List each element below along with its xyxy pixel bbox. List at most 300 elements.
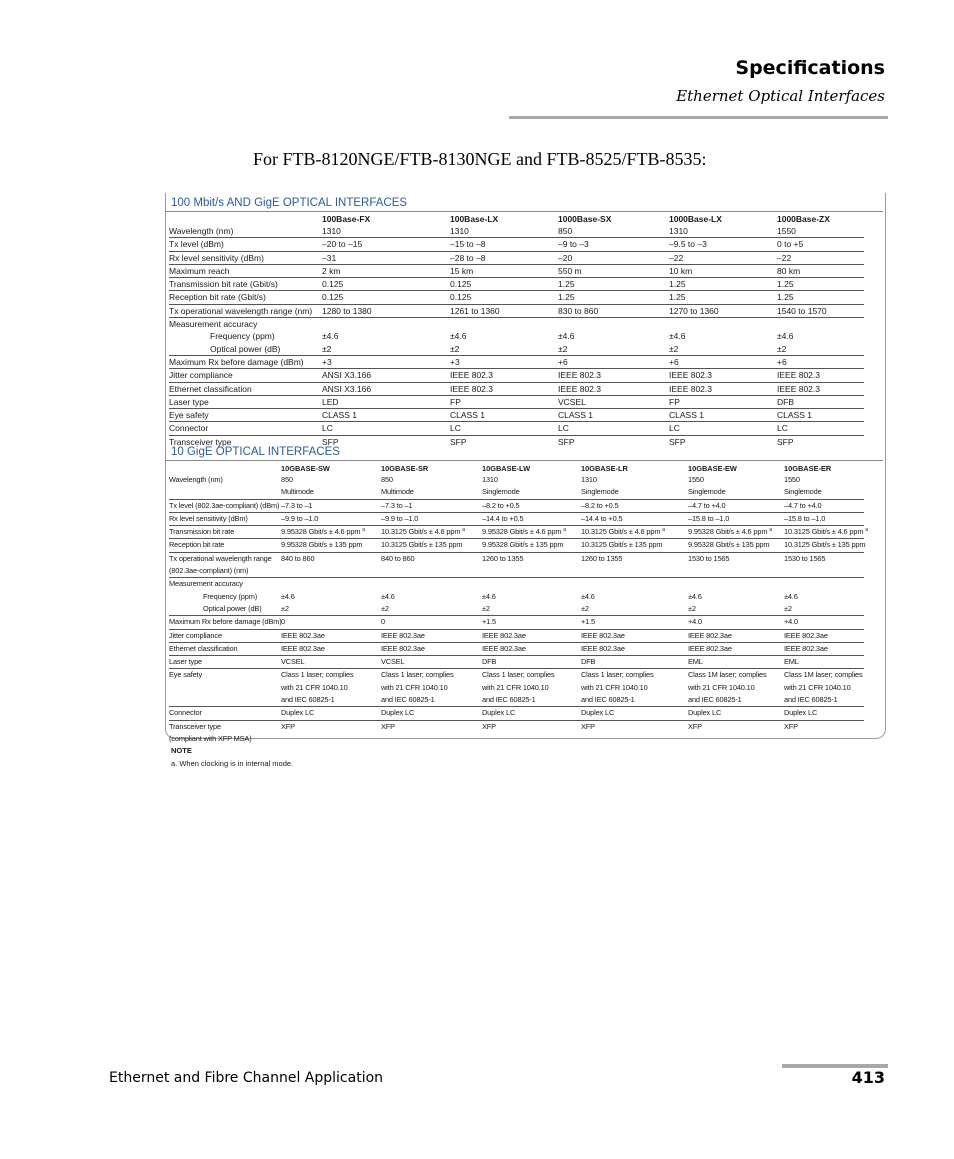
- table-row: [169, 512, 864, 525]
- table-cell: 2 km: [322, 264, 450, 277]
- table-cell: –14.4 to +0.5: [482, 512, 581, 525]
- table-cell: –8.2 to +0.5: [482, 499, 581, 512]
- row-label: Laser type: [169, 395, 322, 408]
- table-cell: 1.25: [558, 291, 669, 304]
- table-row: [169, 278, 864, 291]
- table-cell: with 21 CFR 1040.10: [381, 682, 448, 692]
- table-cell: CLASS 1: [669, 409, 777, 422]
- table-cell: –31: [322, 251, 450, 264]
- table-cell: 1260 to 1355: [581, 553, 623, 563]
- table-cell: ±2: [688, 603, 784, 616]
- table-row: [169, 486, 864, 499]
- table-cell: IEEE 802.3: [450, 382, 558, 395]
- table-cell: ±2: [281, 603, 381, 616]
- table-cell: [581, 733, 688, 745]
- table-row: [169, 318, 864, 331]
- table-cell: –20 to –15: [322, 238, 450, 251]
- table-cell: Singlemode: [581, 486, 688, 499]
- footnote-marker: a: [563, 527, 566, 534]
- row-label: Eye safety: [169, 409, 322, 422]
- table-row: [169, 330, 864, 342]
- row-label: Optical power (dB): [169, 343, 322, 356]
- table-cell: +3: [322, 355, 450, 368]
- table-cell: +1.5: [482, 616, 581, 629]
- header-row: [169, 213, 864, 225]
- table-cell: ±2: [784, 603, 864, 616]
- table-row: [169, 629, 864, 642]
- table-cell: SFP: [558, 436, 575, 447]
- table-cell: IEEE 802.3: [450, 369, 558, 382]
- table-cell: IEEE 802.3: [558, 382, 669, 395]
- table-cell: 10.3125 Gbit/s ± 4.6 ppm $^a$: [381, 526, 482, 539]
- table-cell: 9.95328 Gbit/s ± 4.6 ppm $^a$: [482, 526, 581, 539]
- table-cell: +1.5: [581, 616, 688, 629]
- table-cell: 840 to 860: [381, 553, 415, 563]
- table-cell: [784, 733, 864, 745]
- table-cell: and IEC 60825-1: [581, 694, 688, 707]
- table-cell: [281, 733, 381, 745]
- table-cell: ±4.6: [777, 331, 794, 342]
- row-label: Maximum Rx before damage (dBm): [169, 616, 281, 629]
- section1-rule: [165, 211, 883, 212]
- table-row: [169, 578, 864, 591]
- table-cell: with 21 CFR 1040.10: [281, 682, 348, 692]
- table-cell: –9.9 to –1.0: [281, 512, 381, 525]
- table-cell: VCSEL: [381, 656, 482, 669]
- table-cell: Singlemode: [688, 486, 784, 499]
- table-cell: DFB: [482, 656, 581, 669]
- table-cell: with 21 CFR 1040.10: [688, 682, 755, 692]
- table-cell: [482, 578, 581, 591]
- table-cell: Class 1M laser; complies: [688, 670, 767, 680]
- table-cell: IEEE 802.3: [777, 369, 864, 382]
- table-cell: XFP: [784, 721, 798, 731]
- table-cell: –28 to –8: [450, 251, 558, 264]
- row-label: Tx level (802.3ae-compliant) (dBm): [169, 499, 281, 512]
- table-cell: Class 1 laser; complies: [281, 670, 354, 680]
- row-label: Optical power (dB): [169, 603, 281, 616]
- table-row: [169, 343, 864, 356]
- table-cell: +4.0: [784, 616, 864, 629]
- table-cell: 0: [281, 616, 381, 629]
- table-cell: Multimode: [281, 486, 381, 499]
- table-cell: –7.3 to –1: [281, 499, 381, 512]
- footnote-marker: a: [769, 527, 772, 534]
- page-header-title: Specifications: [735, 57, 885, 79]
- table-row: [169, 682, 864, 694]
- table-row: [169, 707, 864, 720]
- table-cell: LC: [777, 422, 864, 435]
- table-cell: Duplex LC: [784, 707, 864, 720]
- table-row: [169, 694, 864, 707]
- table-cell: ±2: [450, 343, 558, 356]
- table-cell: –22: [777, 251, 864, 264]
- table-cell: [482, 733, 581, 745]
- table-cell: 80 km: [777, 264, 864, 277]
- row-label: Transmission bit rate: [169, 526, 281, 539]
- main-heading: For FTB-8120NGE/FTB-8130NGE and FTB-8525/FTB-8535:: [253, 149, 707, 169]
- table-cell: CLASS 1: [558, 409, 669, 422]
- table-row: [169, 603, 864, 616]
- table-cell: Singlemode: [784, 486, 864, 499]
- table-row: [169, 539, 864, 552]
- table-row: [169, 409, 864, 422]
- table-cell: [322, 318, 450, 331]
- table-row: [169, 238, 864, 251]
- row-label: Connector: [169, 422, 322, 435]
- table-cell: 1.25: [777, 291, 864, 304]
- table-cell: IEEE 802.3ae: [784, 642, 864, 655]
- table-cell: 10.3125 Gbit/s ± 4.6 ppm $^a$: [581, 526, 688, 539]
- table-row: [169, 669, 864, 682]
- footnote-marker: a: [462, 527, 465, 534]
- table-cell: ±4.6: [281, 591, 295, 601]
- table-row: [169, 291, 864, 304]
- note-text: a. When clocking is in internal mode.: [171, 759, 294, 768]
- table-cell: 850: [281, 475, 293, 484]
- table-cell: 550 m: [558, 264, 669, 277]
- table-cell: Duplex LC: [688, 707, 784, 720]
- footnote-marker: a: [362, 527, 365, 534]
- table-cell: [482, 565, 581, 578]
- table-cell: –4.7 to +4.0: [688, 499, 784, 512]
- table-cell: IEEE 802.3ae: [281, 629, 381, 642]
- table-cell: 1.25: [669, 291, 777, 304]
- table-cell: IEEE 802.3ae: [482, 642, 581, 655]
- table-cell: –22: [669, 251, 777, 264]
- table-cell: XFP: [482, 721, 496, 731]
- table-cell: Singlemode: [482, 486, 581, 499]
- table-cell: IEEE 802.3ae: [688, 629, 784, 642]
- header-row: [169, 462, 864, 474]
- table-cell: 1530 to 1565: [784, 553, 826, 563]
- table-cell: SFP: [669, 436, 686, 447]
- table-row: [169, 616, 864, 629]
- table-cell: 0.125: [322, 291, 450, 304]
- row-label: Frequency (ppm): [203, 591, 258, 601]
- table-cell: [450, 318, 558, 331]
- column-header: 100Base-FX: [322, 214, 371, 224]
- table-cell: EML: [688, 656, 784, 669]
- table-cell: with 21 CFR 1040.10: [581, 682, 648, 692]
- table-cell: +6: [777, 355, 864, 368]
- table-cell: 10.3125 Gbit/s ± 135 ppm: [784, 539, 864, 552]
- table-cell: 1550: [784, 475, 800, 484]
- table-cell: VCSEL: [281, 656, 381, 669]
- table-row: [169, 474, 864, 486]
- table-cell: 1280 to 1380: [322, 304, 450, 317]
- table-cell: IEEE 802.3ae: [281, 642, 381, 655]
- table-cell: VCSEL: [558, 395, 669, 408]
- row-label: Jitter compliance: [169, 629, 281, 642]
- table-cell: 1310: [669, 225, 777, 238]
- table-cell: LC: [558, 422, 669, 435]
- row-label: Transceiver type: [169, 436, 232, 447]
- table-cell: ±2: [558, 343, 669, 356]
- header-cell-blank: [169, 213, 322, 225]
- table-cell: 1.25: [669, 278, 777, 291]
- table-cell: –15 to –8: [450, 238, 558, 251]
- table-cell: Class 1 laser; complies: [482, 670, 555, 680]
- table-cell: IEEE 802.3ae: [784, 629, 864, 642]
- table-row: [169, 733, 864, 745]
- table-row: [169, 369, 864, 382]
- table-cell: 10.3125 Gbit/s ± 135 ppm: [381, 539, 482, 552]
- table-cell: 1550: [688, 475, 704, 484]
- row-label: (compliant with XFP MSA): [169, 733, 252, 743]
- row-label: Rx level sensitivity (dBm): [169, 512, 281, 525]
- table-cell: 1.25: [558, 278, 669, 291]
- table-cell: CLASS 1: [322, 409, 450, 422]
- table-cell: XFP: [281, 721, 295, 731]
- table-cell: 1310: [322, 225, 450, 238]
- row-label: Reception bit rate: [169, 539, 281, 552]
- column-header: 1000Base-SX: [558, 214, 612, 224]
- row-label: Measurement accuracy: [169, 319, 258, 330]
- column-header: 10GBASE-EW: [688, 463, 737, 473]
- table-cell: and IEC 60825-1: [688, 694, 784, 707]
- column-header: 10GBASE-SW: [281, 463, 330, 473]
- row-label: Transceiver type: [169, 721, 221, 731]
- row-label: Tx level (dBm): [169, 238, 322, 251]
- table-row: [169, 499, 864, 512]
- row-label: Tx operational wavelength range (nm): [169, 304, 322, 317]
- table-cell: and IEC 60825-1: [482, 694, 581, 707]
- table-row: [169, 552, 864, 565]
- table-cell: +4.0: [688, 616, 784, 629]
- table-cell: 1.25: [777, 278, 864, 291]
- column-header: 1000Base-LX: [669, 214, 722, 224]
- table-cell: SFP: [450, 436, 467, 447]
- table-cell: and IEC 60825-1: [381, 694, 482, 707]
- table-cell: 830 to 860: [558, 304, 669, 317]
- table-cell: ±4.6: [784, 591, 798, 601]
- table-cell: SFP: [322, 436, 339, 447]
- table-cell: SFP: [777, 436, 794, 447]
- header-rule: [509, 116, 888, 119]
- table-cell: [558, 318, 669, 331]
- table-row: [169, 565, 864, 578]
- table-cell: IEEE 802.3ae: [482, 629, 581, 642]
- table-cell: IEEE 802.3: [777, 382, 864, 395]
- row-label: Ethernet classification: [169, 382, 322, 395]
- table-cell: DFB: [777, 395, 864, 408]
- table-cell: [688, 565, 784, 578]
- table-cell: [281, 578, 381, 591]
- table-cell: 1310: [482, 475, 498, 484]
- table-cell: ANSI X3.166: [322, 382, 450, 395]
- row-label: Wavelength (nm): [169, 475, 223, 484]
- table-cell: 9.95328 Gbit/s ± 135 ppm: [688, 539, 784, 552]
- row-label: Eye safety: [169, 670, 203, 680]
- row-label: Connector: [169, 707, 281, 720]
- header-cell-blank: [169, 462, 281, 474]
- table-100mbit-gige: [169, 213, 864, 448]
- table-cell: ±4.6: [482, 591, 496, 601]
- table-cell: and IEC 60825-1: [281, 694, 381, 707]
- table-cell: IEEE 802.3ae: [581, 642, 688, 655]
- row-label: Jitter compliance: [169, 369, 322, 382]
- column-header: 10GBASE-LW: [482, 463, 531, 473]
- table-cell: –4.7 to +4.0: [784, 499, 864, 512]
- table-row: [169, 304, 864, 317]
- table-cell: 1540 to 1570: [777, 304, 864, 317]
- table-row: [169, 642, 864, 655]
- table-cell: 850: [558, 225, 669, 238]
- table-cell: 0.125: [450, 278, 558, 291]
- table-cell: 1270 to 1360: [669, 304, 777, 317]
- section2-rule: [165, 460, 883, 461]
- row-label: Measurement accuracy: [169, 579, 243, 589]
- table-cell: IEEE 802.3: [558, 369, 669, 382]
- table-cell: ±2: [669, 343, 777, 356]
- table-cell: 9.95328 Gbit/s ± 4.6 ppm $^a$: [688, 526, 784, 539]
- row-label: [169, 682, 281, 694]
- table-cell: 850: [381, 475, 393, 484]
- table-cell: 10.3125 Gbit/s ± 4.6 ppm $^a$: [784, 526, 864, 539]
- table-cell: LC: [322, 422, 450, 435]
- table-cell: Class 1M laser; complies: [784, 670, 863, 680]
- footnote-marker: a: [865, 527, 868, 534]
- table-cell: IEEE 802.3ae: [581, 629, 688, 642]
- table-cell: 1530 to 1565: [688, 553, 730, 563]
- table-cell: [381, 578, 482, 591]
- table-row: [169, 251, 864, 264]
- row-label: Rx level sensitivity (dBm): [169, 251, 322, 264]
- table-cell: [688, 578, 784, 591]
- table-cell: –15.8 to –1.0: [784, 512, 864, 525]
- column-header: 10GBASE-ER: [784, 463, 832, 473]
- table-cell: 1261 to 1360: [450, 304, 558, 317]
- footer-title: Ethernet and Fibre Channel Application: [109, 1070, 384, 1086]
- table-cell: Class 1 laser; complies: [581, 670, 654, 680]
- table-cell: +6: [558, 355, 669, 368]
- table-cell: CLASS 1: [450, 409, 558, 422]
- table-cell: [784, 578, 864, 591]
- table-cell: 1310: [450, 225, 558, 238]
- table-cell: –8.2 to +0.5: [581, 499, 688, 512]
- table-cell: 0: [381, 616, 482, 629]
- table-cell: 0.125: [322, 278, 450, 291]
- row-label: Laser type: [169, 656, 281, 669]
- table-cell: ±4.6: [688, 591, 702, 601]
- table-cell: Multimode: [381, 486, 482, 499]
- note-label: NOTE: [171, 746, 192, 755]
- table-cell: XFP: [581, 721, 595, 731]
- table-cell: FP: [669, 395, 777, 408]
- row-label: Frequency (ppm): [210, 331, 275, 342]
- table-cell: with 21 CFR 1040.10: [784, 682, 851, 692]
- table-cell: ±2: [777, 343, 864, 356]
- table-row: [169, 526, 864, 539]
- table-cell: LC: [669, 422, 777, 435]
- row-label: (802.3ae-compliant) (nm): [169, 565, 281, 578]
- table-row: [169, 422, 864, 435]
- table-cell: ±4.6: [581, 591, 595, 601]
- table-cell: Duplex LC: [482, 707, 581, 720]
- row-label: [169, 486, 281, 499]
- table-cell: –20: [558, 251, 669, 264]
- table-cell: DFB: [581, 656, 688, 669]
- table-row: [169, 656, 864, 669]
- table-cell: [581, 565, 688, 578]
- table-cell: –9 to –3: [558, 238, 669, 251]
- table-cell: XFP: [381, 721, 395, 731]
- table-cell: 9.95328 Gbit/s ± 135 ppm: [281, 539, 381, 552]
- table-cell: [688, 733, 784, 745]
- table-cell: ±4.6: [450, 331, 467, 342]
- table-cell: 9.95328 Gbit/s ± 135 ppm: [482, 539, 581, 552]
- table-cell: ANSI X3.166: [322, 369, 450, 382]
- table-cell: 15 km: [450, 264, 558, 277]
- table-cell: 0.125: [450, 291, 558, 304]
- table-cell: ±2: [381, 603, 482, 616]
- table-cell: IEEE 802.3: [669, 369, 777, 382]
- table-cell: [581, 578, 688, 591]
- section1-title: 100 Mbit/s AND GigE OPTICAL INTERFACES: [171, 197, 408, 209]
- table-cell: Duplex LC: [381, 707, 482, 720]
- table-cell: and IEC 60825-1: [784, 694, 864, 707]
- table-cell: [381, 565, 482, 578]
- table-cell: EML: [784, 656, 864, 669]
- row-label: [169, 694, 281, 707]
- table-cell: ±4.6: [669, 331, 686, 342]
- table-row: [169, 382, 864, 395]
- table-cell: LC: [450, 422, 558, 435]
- column-header: 10GBASE-LR: [581, 463, 628, 473]
- row-label: Reception bit rate (Gbit/s): [169, 291, 322, 304]
- table-cell: ±4.6: [558, 331, 575, 342]
- table-cell: –9.9 to –1.0: [381, 512, 482, 525]
- row-label: Wavelength (nm): [169, 225, 322, 238]
- table-cell: FP: [450, 395, 558, 408]
- row-label: Tx operational wavelength range: [169, 553, 272, 563]
- table-cell: [777, 318, 864, 331]
- table-cell: LED: [322, 395, 450, 408]
- table-cell: with 21 CFR 1040.10: [482, 682, 549, 692]
- table-10gige: [169, 462, 868, 745]
- table-cell: IEEE 802.3ae: [688, 642, 784, 655]
- column-header: 100Base-LX: [450, 214, 499, 224]
- table-cell: 1260 to 1355: [482, 553, 524, 563]
- table-cell: 0 to +5: [777, 238, 864, 251]
- table-cell: ±4.6: [381, 591, 395, 601]
- table-cell: 840 to 860: [281, 553, 315, 563]
- row-label: Ethernet classification: [169, 642, 281, 655]
- table-cell: CLASS 1: [777, 409, 864, 422]
- table-cell: 9.95328 Gbit/s ± 4.6 ppm $^a$: [281, 526, 381, 539]
- table-cell: [669, 318, 777, 331]
- page-number: 413: [851, 1068, 885, 1087]
- table-cell: Class 1 laser; complies: [381, 670, 454, 680]
- table-cell: 1310: [581, 475, 597, 484]
- table-row: [169, 225, 864, 238]
- section2-title: 10 GigE OPTICAL INTERFACES: [171, 446, 340, 458]
- table-cell: 1550: [777, 225, 864, 238]
- table-cell: IEEE 802.3: [669, 382, 777, 395]
- page-header-subtitle: Ethernet Optical Interfaces: [676, 87, 885, 105]
- table-cell: 10.3125 Gbit/s ± 135 ppm: [581, 539, 688, 552]
- table-cell: [381, 733, 482, 745]
- table-cell: 10 km: [669, 264, 777, 277]
- table-row: [169, 591, 864, 603]
- table-cell: Duplex LC: [281, 707, 381, 720]
- table-cell: –9.5 to –3: [669, 238, 777, 251]
- column-header: 1000Base-ZX: [777, 214, 830, 224]
- table-row: [169, 355, 864, 368]
- table-cell: [281, 565, 381, 578]
- table-cell: +6: [669, 355, 777, 368]
